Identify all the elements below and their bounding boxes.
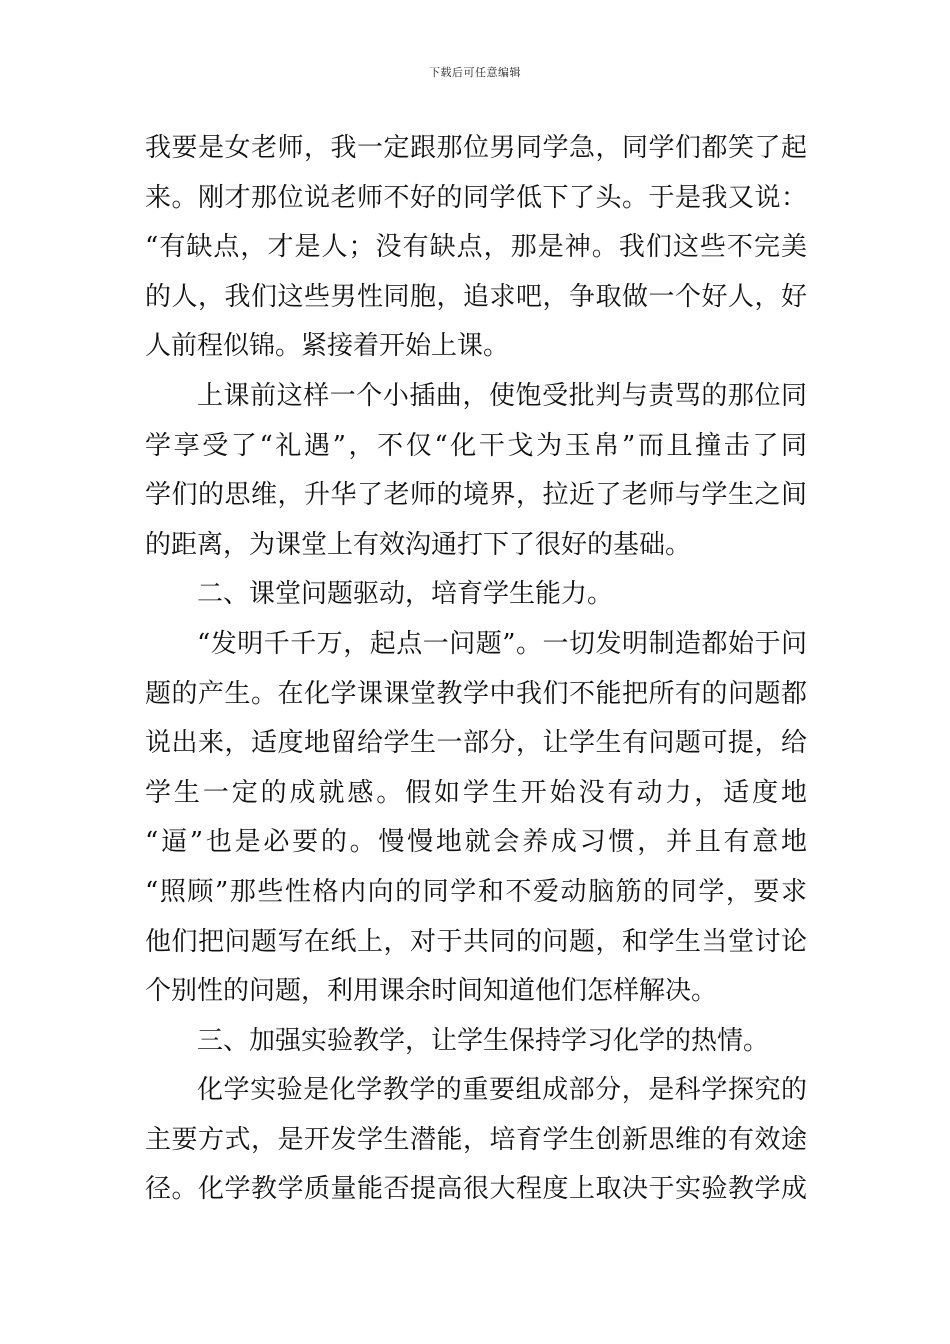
text-line: 主要方式，是开发学生潜能，培育学生创新思维的有效途 xyxy=(145,1124,807,1155)
text-line: 学们的思维，升华了老师的境界，拉近了老师与学生之间 xyxy=(145,480,807,511)
text-line: 人前程似锦。紧接着开始上课。 xyxy=(145,331,510,362)
text-line: 的距离，为课堂上有效沟通打下了很好的基础。 xyxy=(145,529,692,560)
text-line: 说出来，适度地留给学生一部分，让学生有问题可提，给 xyxy=(145,728,807,759)
header-note: 下载后可任意编辑 xyxy=(429,66,521,79)
text-line: 化学实验是化学教学的重要组成部分，是科学探究的 xyxy=(197,1075,807,1106)
text-line: 个别性的问题，利用课余时间知道他们怎样解决。 xyxy=(145,976,718,1007)
body-text xyxy=(145,124,807,1215)
text-line: 径。化学教学质量能否提高很大程度上取决于实验教学成 xyxy=(145,1174,807,1205)
text-line: 学享受了“礼遇”，不仅“化干戈为玉帛”而且撞击了同 xyxy=(145,430,807,461)
text-line: 三、加强实验教学，让学生保持学习化学的热情。 xyxy=(197,1025,770,1056)
text-line: 他们把问题写在纸上，对于共同的问题，和学生当堂讨论 xyxy=(145,926,807,957)
text-line: 题的产生。在化学课课堂教学中我们不能把所有的问题都 xyxy=(145,678,807,709)
text-line: 我要是女老师，我一定跟那位男同学急，同学们都笑了起 xyxy=(145,133,807,163)
text-line: 二、课堂问题驱动，培育学生能力。 xyxy=(197,579,614,610)
text-line: “有缺点，才是人；没有缺点，那是神。我们这些不完美 xyxy=(145,232,807,263)
text-line: 来。刚才那位说老师不好的同学低下了头。于是我又说： xyxy=(145,182,807,213)
text-line: 学生一定的成就感。假如学生开始没有动力，适度地 xyxy=(145,777,807,808)
text-line: “发明千千万，起点一问题”。一切发明制造都始于问 xyxy=(197,628,807,659)
text-line: 的人，我们这些男性同胞，追求吧，争取做一个好人，好 xyxy=(145,281,807,312)
text-line: “照顾”那些性格内向的同学和不爱动脑筋的同学，要求 xyxy=(145,876,807,907)
text-line: “逼”也是必要的。慢慢地就会养成习惯，并且有意地 xyxy=(145,827,807,858)
text-line: 上课前这样一个小插曲，使饱受批判与责骂的那位同 xyxy=(197,380,807,411)
